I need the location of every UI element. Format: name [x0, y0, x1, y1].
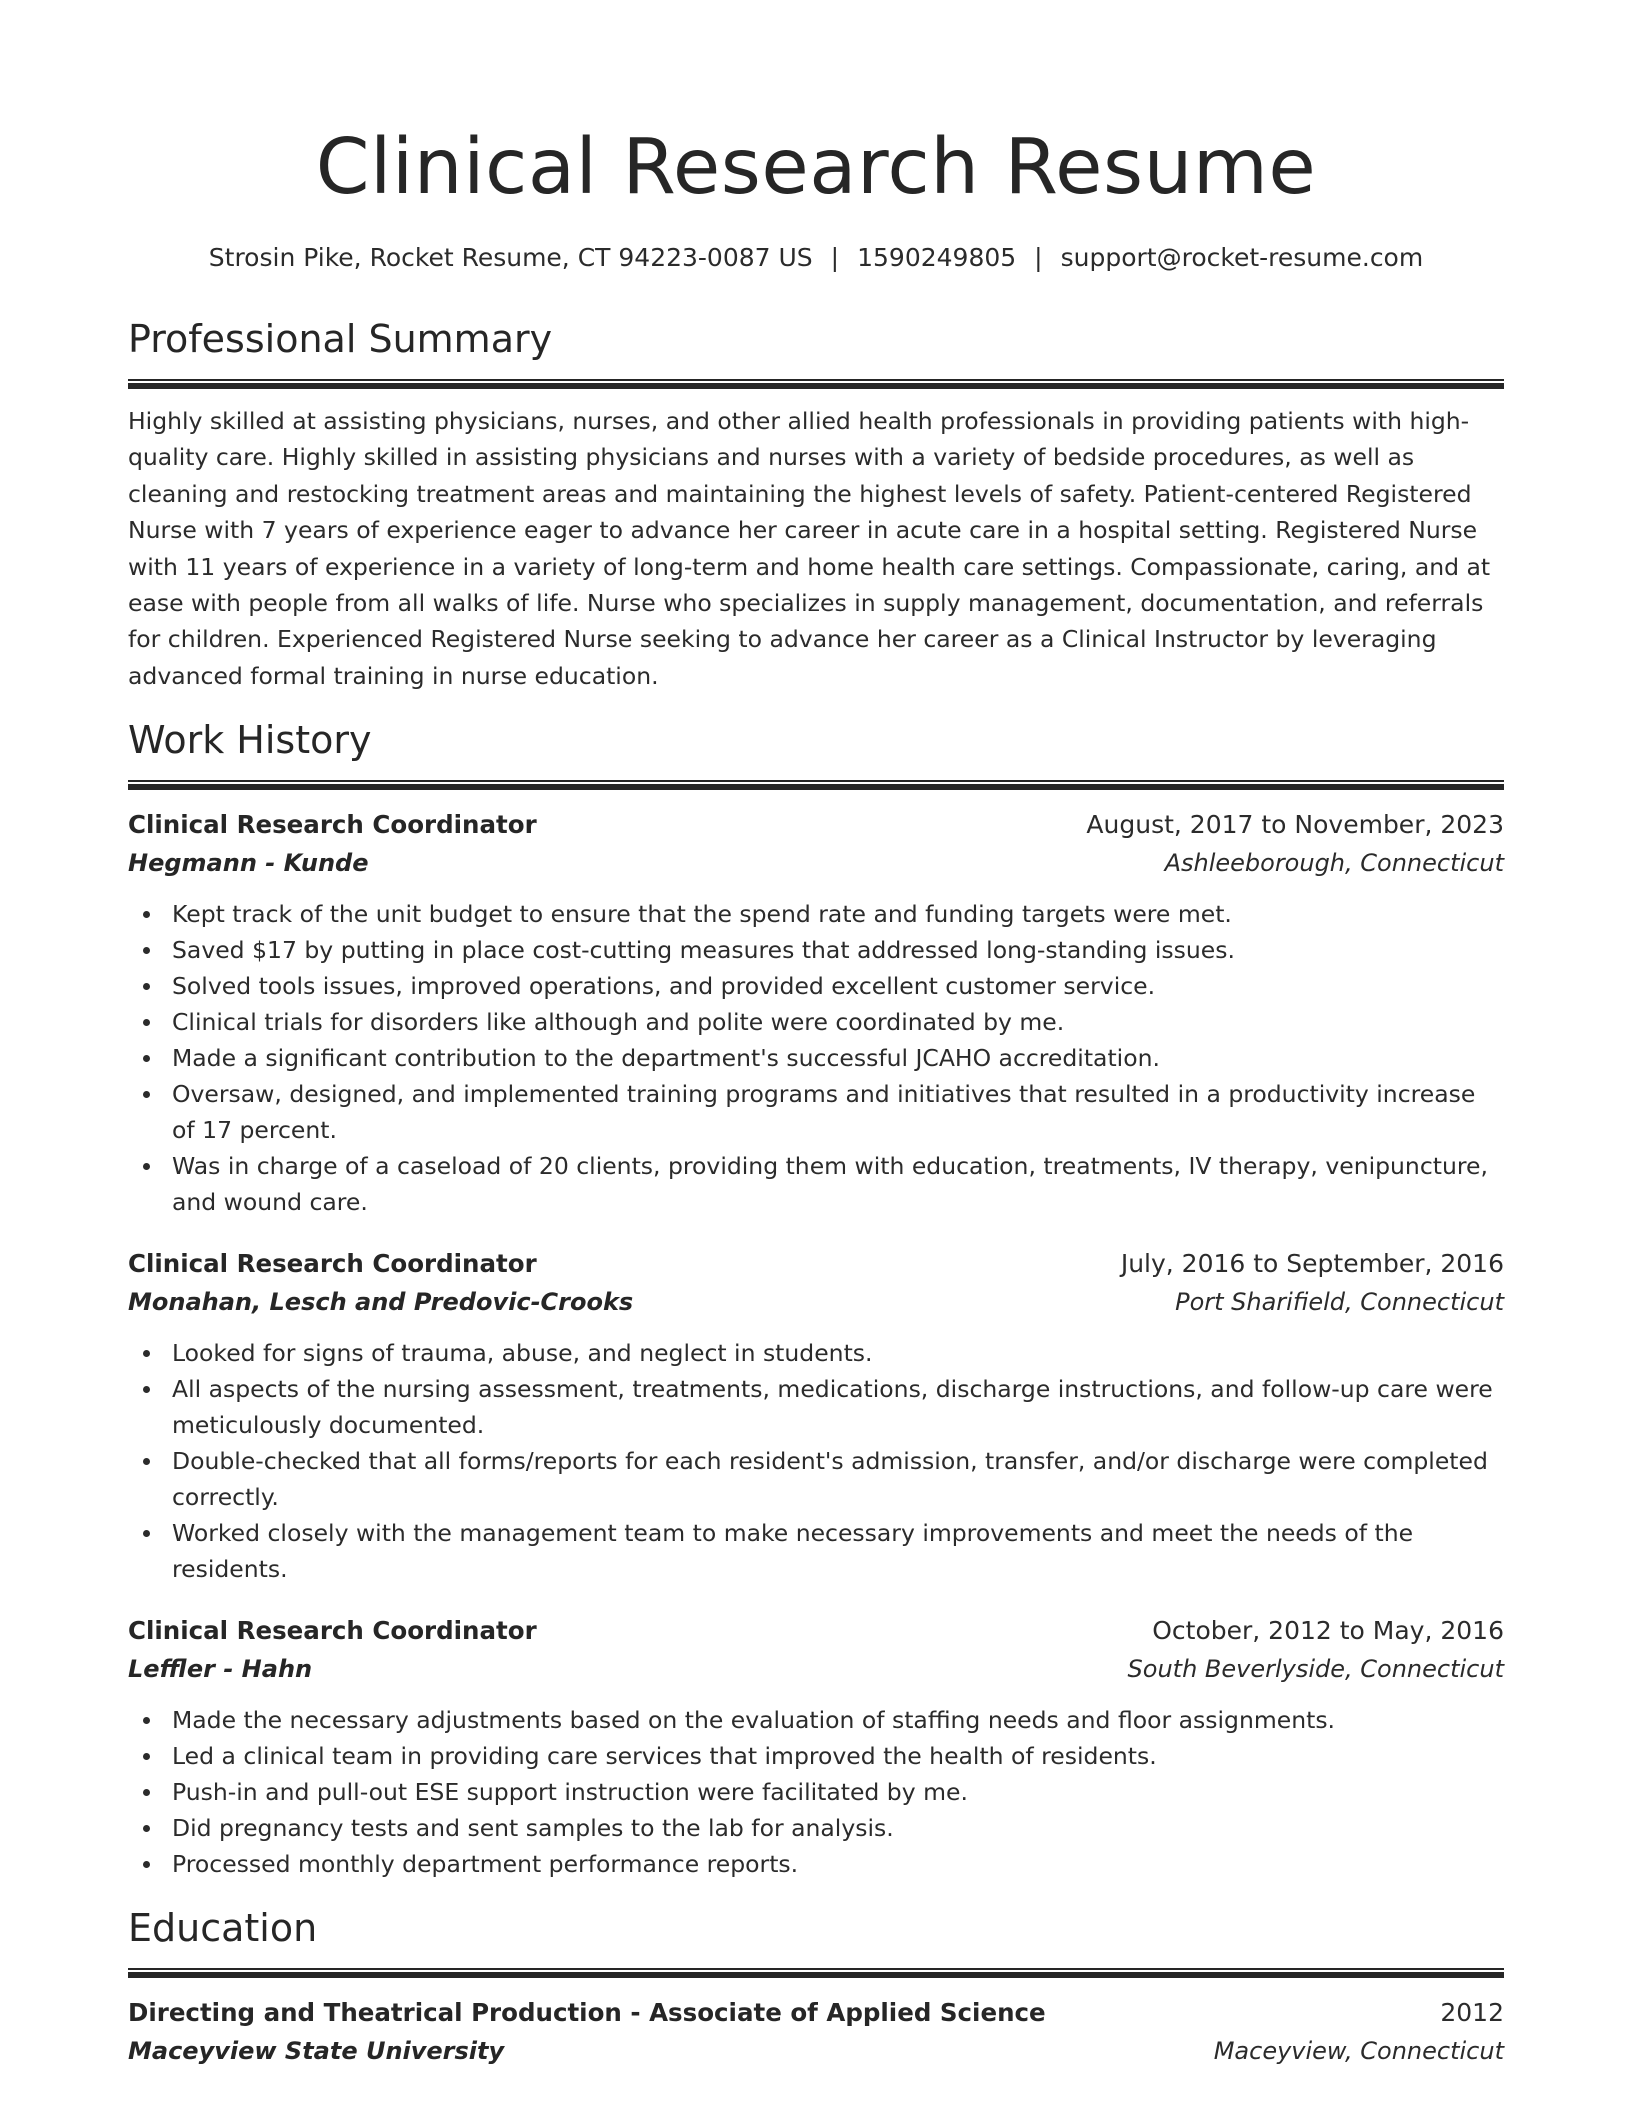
- section-heading-summary: Professional Summary: [128, 317, 553, 361]
- job-duty-item: Clinical trials for disorders like although and polite were coordinated by me.: [128, 1004, 1504, 1040]
- job-duty-item: Was in charge of a caseload of 20 clients, providing them with education, treatments, IV therapy, venipuncture, and wound care.: [128, 1148, 1504, 1220]
- employer-name: Leffler - Hahn: [128, 1655, 313, 1684]
- section-divider: [128, 780, 1504, 790]
- job-location: Ashleeborough, Connecticut: [1164, 849, 1504, 878]
- school-name: Maceyview State University: [128, 2037, 505, 2066]
- job-header-row: [128, 1612, 1504, 1650]
- education-section: [128, 1902, 1504, 2070]
- job-dates: July, 2016 to September, 2016: [1120, 1249, 1504, 1279]
- job-title: Clinical Research Coordinator: [128, 810, 537, 840]
- job-duties-list: [128, 1335, 1504, 1587]
- job-title: Clinical Research Coordinator: [128, 1249, 537, 1279]
- job-duty-item: Saved $17 by putting in place cost-cutting measures that addressed long-standing issues.: [128, 932, 1504, 968]
- education-degree-row: [128, 1994, 1504, 2032]
- work-history-section: [128, 714, 1504, 1882]
- summary-text: Highly skilled at assisting physicians, nurses, and other allied health professionals in providing patients with high-quality care. Highly skilled in assisting physicians and nurses with a variety of bedside procedures, as well as cleaning and restocking treatment areas and maintaining the highest levels of safety. Patient-centered Registered Nurse with 7 years of experience eager to advance her career in acute care in a hospital setting. Registered Nurse with 11 years of experience in a variety of long-term and home health care settings. Compassionate, caring, and at ease with people from all walks of life. Nurse who specializes in supply management, documentation, and referrals for children. Experienced Registered Nurse seeking to advance her career as a Clinical Instructor by leveraging advanced formal training in nurse education.: [128, 407, 1491, 690]
- contact-address: Strosin Pike, Rocket Resume, CT 94223-0087 US: [208, 243, 813, 272]
- job-duties-list: [128, 896, 1504, 1220]
- job-duty-item: Kept track of the unit budget to ensure that the spend rate and funding targets were met.: [128, 896, 1504, 932]
- job-duty-item: Led a clinical team in providing care services that improved the health of residents.: [128, 1738, 1504, 1774]
- section-heading-work-history: Work History: [128, 718, 372, 763]
- resume-title: Clinical Research Resume: [315, 123, 1317, 212]
- section-divider: [128, 379, 1504, 389]
- job-duty-item: Double-checked that all forms/reports for each resident's admission, transfer, and/or discharge were completed correctly.: [128, 1443, 1504, 1515]
- job-employer-row: [128, 1650, 1504, 1688]
- section-heading-education: Education: [128, 1906, 318, 1951]
- resume-page: [128, 0, 1504, 2070]
- school-location: Maceyview, Connecticut: [1213, 2037, 1504, 2066]
- job-location: South Beverlyside, Connecticut: [1127, 1655, 1504, 1684]
- job-duty-item: Processed monthly department performance reports.: [128, 1846, 1504, 1882]
- job-entry: [128, 806, 1504, 1220]
- job-duty-item: All aspects of the nursing assessment, treatments, medications, discharge instructions, and follow-up care were meticulously documented.: [128, 1371, 1504, 1443]
- education-entry: [128, 1994, 1504, 2070]
- section-divider: [128, 1968, 1504, 1978]
- education-school-row: [128, 2032, 1504, 2070]
- contact-phone: 1590249805: [857, 243, 1017, 272]
- job-title: Clinical Research Coordinator: [128, 1616, 537, 1646]
- job-duty-item: Push-in and pull-out ESE support instruction were facilitated by me.: [128, 1774, 1504, 1810]
- job-duty-item: Oversaw, designed, and implemented training programs and initiatives that resulted in a productivity increase of 17 percent.: [128, 1076, 1504, 1148]
- job-entry: [128, 1245, 1504, 1587]
- employer-name: Monahan, Lesch and Predovic-Crooks: [128, 1288, 634, 1317]
- graduation-year: 2012: [1440, 1998, 1504, 2028]
- contact-line: [128, 241, 1504, 275]
- job-duty-item: Solved tools issues, improved operations, and provided excellent customer service.: [128, 968, 1504, 1004]
- contact-separator: |: [830, 243, 840, 272]
- job-dates: August, 2017 to November, 2023: [1086, 810, 1504, 840]
- employer-name: Hegmann - Kunde: [128, 849, 369, 878]
- job-dates: October, 2012 to May, 2016: [1152, 1616, 1504, 1646]
- job-header-row: [128, 806, 1504, 844]
- job-duty-item: Looked for signs of trauma, abuse, and neglect in students.: [128, 1335, 1504, 1371]
- job-duty-item: Worked closely with the management team to make necessary improvements and meet the needs of the residents.: [128, 1515, 1504, 1587]
- job-duties-list: [128, 1702, 1504, 1882]
- job-location: Port Sharifield, Connecticut: [1175, 1288, 1504, 1317]
- job-entry: [128, 1612, 1504, 1882]
- job-employer-row: [128, 844, 1504, 882]
- job-employer-row: [128, 1283, 1504, 1321]
- contact-separator: |: [1034, 243, 1043, 272]
- job-duty-item: Did pregnancy tests and sent samples to the lab for analysis.: [128, 1810, 1504, 1846]
- job-duty-item: Made the necessary adjustments based on the evaluation of staffing needs and floor assignments.: [128, 1702, 1504, 1738]
- summary-section: [128, 313, 1504, 694]
- contact-email: support@rocket-resume.com: [1060, 243, 1424, 272]
- degree-name: Directing and Theatrical Production - Associate of Applied Science: [128, 1998, 1046, 2028]
- job-header-row: [128, 1245, 1504, 1283]
- job-duty-item: Made a significant contribution to the department's successful JCAHO accreditation.: [128, 1040, 1504, 1076]
